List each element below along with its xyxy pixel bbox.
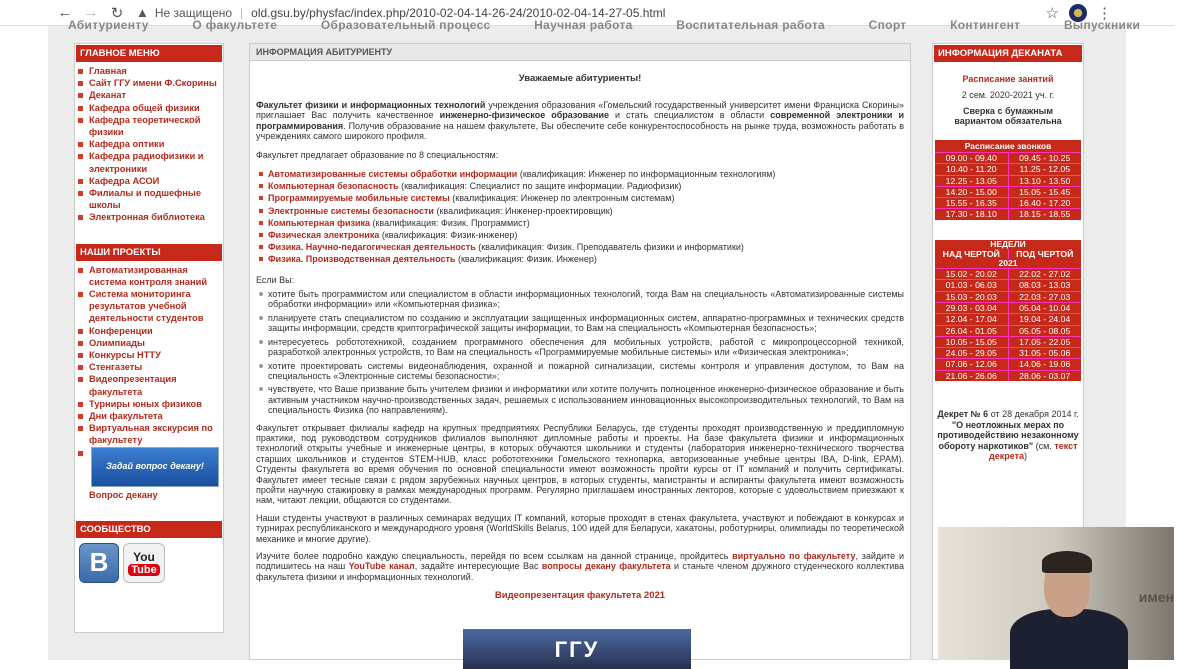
weeks-table: НЕДЕЛИ НАД ЧЕРТОЙ ПОД ЧЕРТОЙ 2021 15.02 - 20.02 22.02 - 27.02 01.03 - 06.03 08.03 - 13.03 15.03 - 20.03 22.03 - 27.03 29.03 - 03.04 05.04 - 10.04 12.04 - 17.04 19.04 - 24.04 26.04 - 01.05 05.05 - 08.05 10.05 - 15.05 17.05 - 22.05 24.05 - 29.05 31.05 - 05.06 07.06 - 12.06 14.06 - 19.06 21.06 - 26.06 28.06 - 03.07 [935, 240, 1081, 381]
project-item[interactable]: Турниры юных физиков [85, 398, 221, 410]
webcam-overlay [938, 527, 1174, 660]
webcam-watermark: имен [1138, 589, 1174, 605]
decree-link[interactable]: текст декрета [988, 440, 1078, 462]
specialty-item: Физика. Научно-педагогическая деятельность (квалификация: Физик. Преподаватель физики и информатики) [268, 241, 904, 253]
project-item[interactable]: Автоматизированная система контроля знаний [85, 264, 221, 288]
specialty-link[interactable]: Электронные системы безопасности [268, 205, 434, 216]
vk-icon[interactable]: B [79, 543, 119, 583]
top-nav-item[interactable]: Спорт [868, 18, 907, 32]
video-title: Видеопрезентация факультета 2021 [494, 590, 666, 602]
specialty-link[interactable]: Физическая электроника [268, 230, 380, 241]
warning-icon[interactable]: ▲ [136, 5, 149, 20]
projects-title: НАШИ ПРОЕКТЫ [76, 244, 222, 261]
menu-item[interactable]: Кафедра общей физики [85, 102, 221, 114]
main-header: ИНФОРМАЦИЯ АБИТУРИЕНТУ [250, 44, 910, 61]
top-nav-item[interactable]: Контингент [950, 18, 1021, 32]
specialty-link[interactable]: Физика. Производственная деятельность [268, 254, 456, 265]
greeting: Уважаемые абитуриенты! [518, 73, 642, 84]
top-nav-item[interactable]: Научная работа [534, 18, 633, 32]
top-nav-item[interactable]: Абитуриенту [68, 18, 149, 32]
semester-text: 2 сем. 2020-2021 уч. г. [961, 90, 1055, 100]
weeks-title: НЕДЕЛИ [990, 238, 1026, 249]
menu-item[interactable]: Сайт ГГУ имени Ф.Скорины [85, 77, 221, 89]
project-item[interactable]: Дни факультета [85, 410, 221, 422]
specialty-list [256, 168, 904, 266]
youtube-icon[interactable] [123, 543, 165, 583]
dean-questions-link[interactable]: вопросы декану факультета [541, 561, 671, 572]
specialty-item: Автоматизированные системы обработки информации (квалификация: Инженер по информационным технологиям) [268, 168, 904, 180]
back-icon[interactable]: ← [57, 4, 73, 21]
project-item[interactable]: Видеопрезентация факультета [85, 373, 221, 397]
top-nav-item[interactable]: Образовательный процесс [320, 18, 491, 32]
project-item[interactable]: Система мониторинга результатов учебной деятельности студентов [85, 288, 221, 325]
main-content [249, 43, 911, 660]
top-nav-item[interactable]: Выпускники [1063, 18, 1141, 32]
if-you-list [256, 289, 904, 415]
menu-item[interactable]: Кафедра радиофизики и электроники [85, 150, 221, 174]
url-text: old.gsu.by/physfac/index.php/2010-02-04-14-26-24/2010-02-04-14-27-05.html [251, 5, 666, 20]
check-text: Сверка с бумажным вариантом обязательна [954, 106, 1062, 126]
specialty-item: Компьютерная безопасность (квалификация: Специалист по защите информации. Радиофизик) [268, 180, 904, 192]
specialty-item: Компьютерная физика (квалификация: Физик. Программист) [268, 217, 904, 229]
main-menu-title: ГЛАВНОЕ МЕНЮ [76, 45, 222, 62]
not-secure-label: Не защищено [154, 5, 233, 20]
specialty-item: Физическая электроника (квалификация: Физик-инженер) [268, 229, 904, 241]
projects-menu [75, 262, 223, 507]
specialty-item: Физика. Производственная деятельность (квалификация: Физик. Инженер) [268, 253, 904, 265]
project-item[interactable]: Стенгазеты [85, 361, 221, 373]
bookmark-star-icon[interactable]: ☆ [1045, 5, 1059, 22]
top-nav-item[interactable]: О факультете [192, 18, 278, 32]
offers-text: Факультет предлагает образование по 8 специальностям: [256, 149, 499, 160]
video-thumbnail[interactable]: ГГУ [463, 629, 691, 669]
specialty-link[interactable]: Компьютерная безопасность [268, 181, 399, 192]
top-nav [68, 18, 1141, 32]
bells-title: Расписание звонков [964, 141, 1052, 151]
ask-dean-link[interactable]: Вопрос декану [89, 489, 158, 500]
specialty-item: Программируемые мобильные системы (квалификация: Инженер по электронным системам) [268, 192, 904, 204]
specialty-link[interactable]: Физика. Научно-педагогическая деятельность [268, 242, 476, 253]
schedule-link[interactable]: Расписание занятий [962, 74, 1054, 84]
seminars-paragraph: Наши студенты участвуют в различных семинарах ведущих IT компаний, которые проходят в стенах факультета, участвуют и побеждают в конкурсах и турнирах республиканского и международного уровня (WorldSkills Belarus, 100 идей для Беларуси, хакатоны, роботурниры, олимпиады по теоретической механике и многие другие). [256, 512, 904, 544]
intro-paragraph: Факультет физики и информационных технологий учреждения образования «Гомельский государственный университет имени Франциска Скорины» приглашает Вас получить качественное инженерно-физическое образование и стать специалистом в области современной электроники и программирования. Получив образование на нашем факультете, Вы обеспечите себе конкурентоспособность на рынке труда, возможность работать в учреждениях самого широкого профиля. [256, 100, 904, 142]
if-you-item: планируете стать специалистом по созданию и эксплуатации защищенных информационных систем, аппаратно-программных и технических средств защиты информации, средств криптографической защиты информации, то Вам на специальность «Компьютерная безопасность»; [268, 312, 904, 334]
if-you-item: интересуетесь робототехникой, созданием программного обеспечения для мобильных устройств, работой с микропроцессорной техникой, разработкой электронных устройств, то Вам на специальность «Программируемые мобильные системы» или «Физическая электроника»; [268, 336, 904, 358]
specialty-item: Электронные системы безопасности (квалификация: Инженер-проектировщик) [268, 205, 904, 217]
reload-icon[interactable]: ↻ [110, 4, 124, 22]
if-you-text: Если Вы: [256, 274, 295, 285]
project-item[interactable]: Виртуальная экскурсия по факультету [85, 422, 221, 446]
if-you-item: хотите проектировать системы видеонаблюдения, охранной и пожарной сигнализации, системы контроля и управления доступом, то Вам на специальность «Электронные системы безопасности»; [268, 360, 904, 381]
menu-item[interactable]: Филиалы и подшефные школы [85, 187, 221, 211]
menu-item[interactable]: Кафедра АСОИ [85, 175, 221, 187]
project-item[interactable]: Конференции [85, 325, 221, 337]
menu-item[interactable]: Электронная библиотека [85, 211, 221, 223]
menu-item[interactable]: Кафедра оптики [85, 138, 221, 150]
virtual-tour-link[interactable]: виртуально по факультету [732, 551, 856, 561]
specialty-link[interactable]: Автоматизированные системы обработки информации [268, 169, 518, 180]
project-item[interactable]: Олимпиады [85, 337, 221, 349]
menu-item[interactable]: Главная [85, 65, 221, 77]
dean-info-title: ИНФОРМАЦИЯ ДЕКАНАТА [934, 45, 1082, 62]
community-title: СООБЩЕСТВО [76, 521, 222, 538]
top-nav-item[interactable]: Воспитательная работа [676, 18, 826, 32]
study-paragraph: Изучите более подробно каждую специальность, перейдя по всем ссылкам на данной странице, пройдитесь виртуально по факультету, зайдите и подпишитесь на наш YouTube канал, задайте интересующие Вас вопросы декану факультета и станьте членом дружного студенческого коллектива факультета физики и информационных технологий. [256, 551, 904, 582]
menu-dots-icon[interactable]: ⋮ [1097, 5, 1112, 22]
menu-item[interactable]: Кафедра теоретической физики [85, 114, 221, 138]
youtube-channel-link[interactable]: YouTube канал [348, 561, 415, 572]
main-menu [75, 63, 223, 230]
bells-table: Расписание звонков 09.00 - 09.40 09.45 - 10.25 10.40 - 11.20 11.25 - 12.05 12.25 - 13.05 13.10 - 13.50 14.20 - 15.00 15.05 - 15.45 15.55 - 16.35 16.40 - 17.20 17.30 - 18.10 18.15 - 18.55 [935, 140, 1081, 220]
filials-paragraph: Факультет открывает филиалы кафедр на крупных предприятиях Республики Беларусь, где студенты проходят производственную и преддипломную практики, под руководством сотрудников филиалов выполняют дипломные работы и проекты. На базе факультета физики и информационных технологий открыты учебные и инженерные центры, в которых обучаются школьники и студенты (лаборатория инженерно-технического творчества старших школьников и студентов STEM-HUB, класс робототехники Гомельского технопарка, авторизованные учебные центры IBA, D-link, EPAM). Студенты факультета во время обучения по основной специальности имеют возможность пройти курсы от IT компаний и получить сертификаты. Факультет имеет тесные связи с рядом зарубежных научных центров, в которых студенты, магистранты и аспиранты факультета имеют возможность пройти научную стажировку в рамках международных программ. Регулярно приглашаем иностранных лекторов, которые с удовольствием приезжают к нам, читают лекции, общаются со студентами. [256, 422, 904, 506]
address-bar[interactable]: ▲ Не защищено | old.gsu.by/physfac/index.php/2010-02-04-14-26-24/2010-02-04-14-27-05.html [136, 5, 666, 20]
specialty-link[interactable]: Программируемые мобильные системы [268, 193, 450, 204]
specialty-link[interactable]: Компьютерная физика [268, 217, 370, 228]
menu-item[interactable]: Деканат [85, 89, 221, 101]
if-you-item: чувствуете, что Ваше призвание быть учителем физики и информатики или хотите получить полноценное инженерно-физическое образование и быть активным участником научно-производственных задач, решаемых с использованием инновационных высокопроизводительных технологий, то Вам на специальность Физика (по направлениям). [268, 384, 904, 416]
left-sidebar [74, 43, 224, 633]
if-you-item: хотите быть программистом или специалистом в области информационных технологий, тогда Вам на специальность «Автоматизированные системы обработки информации» или «Компьютерная физика»; [268, 289, 904, 310]
youtube-icon-top: You [133, 549, 155, 564]
forward-icon[interactable]: → [83, 4, 99, 21]
project-item-banner[interactable] [85, 447, 221, 501]
decree-text: Декрет № 6 от 28 декабря 2014 г. "О неотложных мерах по противодействию незаконному обороту наркотиков" (см. текст декрета) [937, 409, 1079, 462]
ask-dean-banner[interactable]: Задай вопрос декану! [91, 447, 219, 487]
youtube-icon-bottom: Tube [128, 564, 159, 576]
project-item[interactable]: Конкурсы НТТУ [85, 349, 221, 361]
